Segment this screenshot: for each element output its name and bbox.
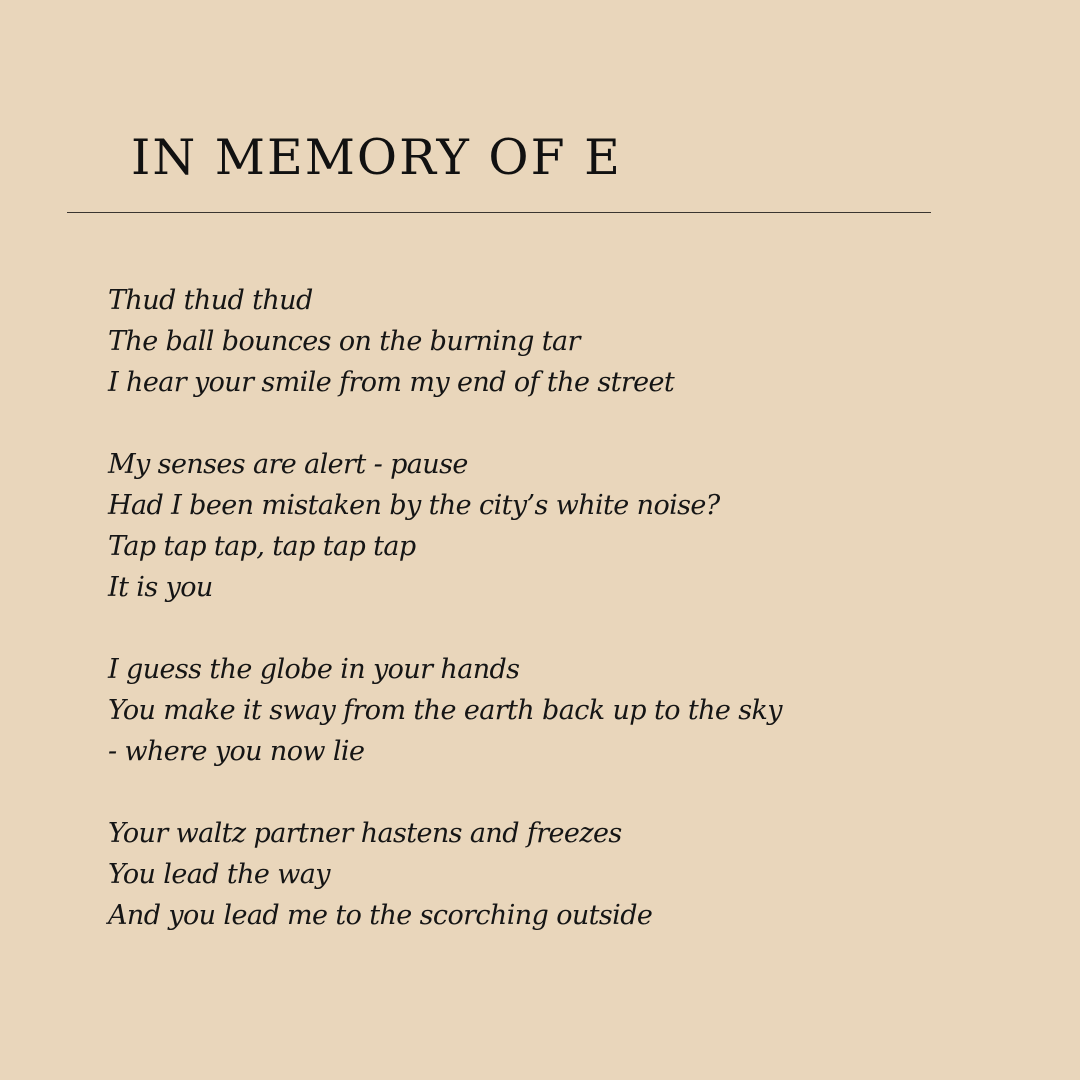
stanza-1 <box>108 280 1008 403</box>
poem-title: IN MEMORY OF E <box>131 129 622 186</box>
stanza-3 <box>108 649 1008 772</box>
poem-line: You make it sway from the earth back up to the sky <box>108 695 782 726</box>
poem-body <box>108 280 1008 977</box>
poem-line: The ball bounces on the burning tar <box>108 326 580 357</box>
poem-line: It is you <box>108 572 213 603</box>
poem-line: I guess the globe in your hands <box>108 654 520 685</box>
poem-line: And you lead me to the scorching outside <box>108 900 653 931</box>
poem-line: Tap tap tap, tap tap tap <box>108 531 416 562</box>
poem-line: Thud thud thud <box>108 285 313 316</box>
title-divider <box>67 212 931 213</box>
poem-line: Your waltz partner hastens and freezes <box>108 818 622 849</box>
poem-line: - where you now lie <box>108 736 365 767</box>
stanza-4 <box>108 813 1008 936</box>
poem-line: Had I been mistaken by the city’s white noise? <box>108 490 720 521</box>
poem-line: I hear your smile from my end of the street <box>108 367 675 398</box>
poem-line: My senses are alert - pause <box>108 449 468 480</box>
poem-line: You lead the way <box>108 859 330 890</box>
stanza-2 <box>108 444 1008 608</box>
